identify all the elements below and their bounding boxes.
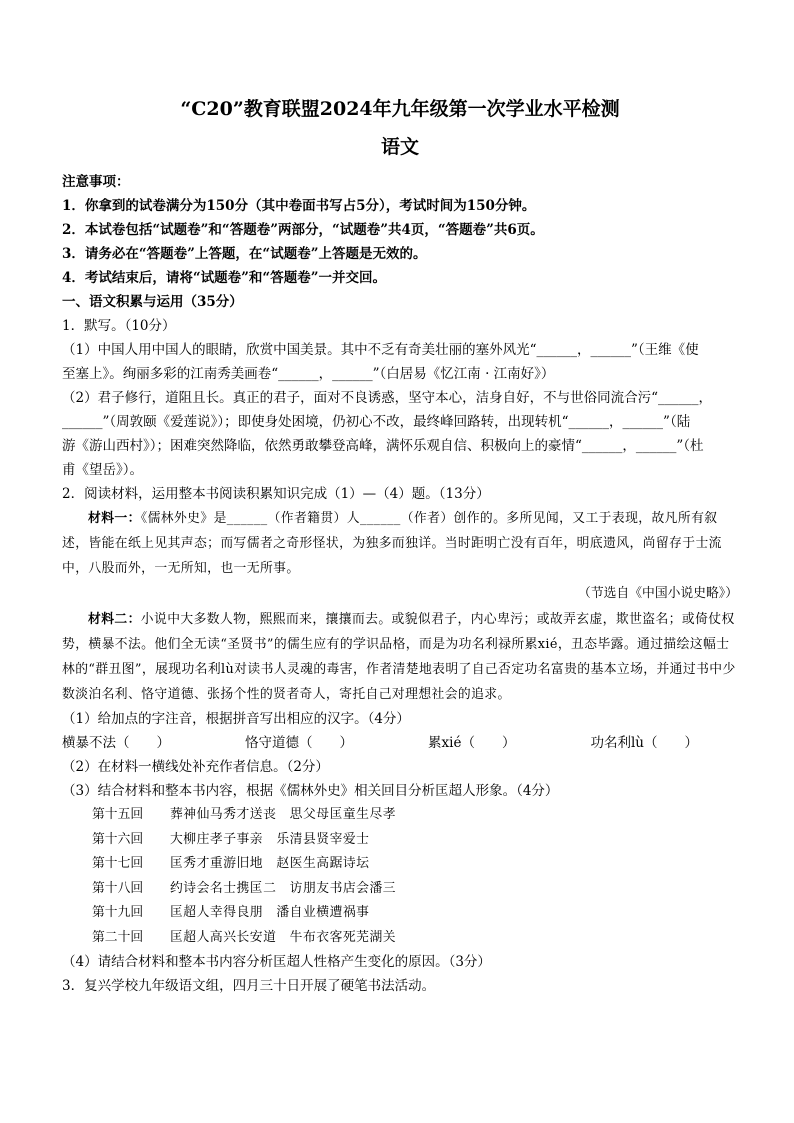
material-1-source: （节选自《中国小说史略》） <box>578 586 738 601</box>
chapter-title: 葬神仙马秀才送丧 思父母匡童生尽孝 <box>170 807 397 822</box>
note-item: 3．请务必在“答题卷”上答题，在“试题卷”上答题是无效的。 <box>62 246 427 262</box>
phonetic-row <box>62 731 738 755</box>
chapter-row <box>92 828 738 853</box>
material-2 <box>62 607 738 707</box>
chapter-row <box>92 803 738 828</box>
phonetic-item: 功名利lù（ ） <box>590 735 698 751</box>
chapter-row <box>92 852 738 877</box>
sub-question-4: （4）请结合材料和整本书内容分析匡超人性格产生变化的原因。（3分） <box>62 954 491 970</box>
chapter-row <box>92 926 738 951</box>
subject-title: 语文 <box>380 136 419 158</box>
chapter-title: 约诗会名士携匡二 访朋友书店会潘三 <box>170 880 397 896</box>
sub-question-2: （2）在材料一横线处补充作者信息。（2分） <box>62 759 329 775</box>
chapter-number: 第十五回 <box>92 807 144 822</box>
phonetic-item: 累xié（ ） <box>428 735 516 751</box>
chapter-title: 匡超人高兴长安道 牛布衣客死芜湖关 <box>170 929 397 945</box>
material-1-label: 材料一： <box>88 511 141 526</box>
chapter-title: 大柳庄孝子事亲 乐清县贤宰爱士 <box>170 831 370 847</box>
chapter-row <box>92 877 738 902</box>
question-stem: 2．阅读材料，运用整本书阅读积累知识完成（1）—（4）题。（13分） <box>62 486 490 502</box>
sub-question-3: （3）结合材料和整本书内容，根据《儒林外史》相关回目分析匡超人形象。（4分） <box>62 783 559 799</box>
question-1 <box>62 314 738 482</box>
question-line: 甫《望岳》）。 <box>62 462 143 478</box>
chapter-number: 第十七回 <box>92 856 144 871</box>
question-line: ______”（周敦颐《爱莲说》）；即使身处困境，仍初心不改，最终峰回路转，出现转机“______，______”（陆 <box>62 414 691 430</box>
chapter-title: 匡超人幸得良朋 潘自业横遭祸事 <box>170 905 370 920</box>
exam-page <box>62 92 738 998</box>
notes-heading: 注意事项： <box>62 174 130 190</box>
material-1-text: 《儒林外史》是______（作者籍贯）人______（作者）创作的。多所见闻，又工于表现，故凡所有叙述，皆能在纸上见其声态；而写儒者之奇形怪状，为独多而独详。当时距明亡没有百年，明底遗风，尚留存于士流中，八股而外，一无所知，也一无所事。 <box>62 511 722 576</box>
chapter-row <box>92 901 738 926</box>
material-2-text: 小说中大多数人物，熙熙而来，攘攘而去。或貌似君子，内心卑污；或故弄玄虚，欺世盗名；或倚仗权势，横暴不法。他们全无读“圣贤书”的儒生应有的学识品格，而是为功名利禄所累xié，丑态毕露。通过描绘这幅士林的“群丑图”，展现功名利lù对读书人灵魂的毒害，作者清楚地表明了自己否定功名富贵的基本立场，并通过书中少数淡泊名利、恪守道德、张扬个性的贤者奇人，寄托自己对理想社会的追求。 <box>62 612 736 702</box>
chapter-number: 第十六回 <box>92 831 144 847</box>
note-item: 4．考试结束后，请将“试题卷”和“答题卷”一并交回。 <box>62 270 386 286</box>
chapter-number: 第二十回 <box>92 929 144 945</box>
material-2-label: 材料二： <box>88 612 141 627</box>
chapter-number: 第十八回 <box>92 880 144 896</box>
note-item: 2．本试卷包括“试题卷”和“答题卷”两部分，“试题卷”共4页，“答题卷”共6页。 <box>62 222 544 238</box>
sub-question-1: （1）给加点的字注音，根据拼音写出相应的汉字。（4分） <box>62 711 410 727</box>
chapter-title: 匡秀才重游旧地 赵医生高踞诗坛 <box>170 856 370 871</box>
question-stem: 1．默写。（10分） <box>62 318 176 334</box>
notes-section <box>62 170 738 290</box>
material-1 <box>62 506 738 581</box>
phonetic-item: 恪守道德（ ） <box>245 735 354 751</box>
question-line: 至塞上》。绚丽多彩的江南秀美画卷“______，______”（白居易《忆江南 · 江南好》） <box>62 366 555 382</box>
question-line: （2）君子修行，道阻且长。真正的君子，面对不良诱惑，坚守本心，洁身自好，不与世俗同流合污“______， <box>62 390 712 406</box>
chapter-number: 第十九回 <box>92 905 144 920</box>
question-line: （1）中国人用中国人的眼睛，欣赏中国美景。其中不乏有奇美壮丽的塞外风光“______，______”（王维《使 <box>62 342 699 358</box>
phonetic-item: 横暴不法（ ） <box>62 735 170 751</box>
question-2 <box>62 482 738 974</box>
question-line: 游《游山西村》）；困难突然降临，依然勇敢攀登高峰，满怀乐观自信、积极向上的豪情“______，______”（杜 <box>62 438 704 454</box>
note-item: 1．你拿到的试卷满分为150分（其中卷面书写占5分），考试时间为150分钟。 <box>62 198 536 214</box>
section-heading: 一、语文积累与运用（35分） <box>62 294 243 310</box>
question-3-stem: 3．复兴学校九年级语文组，四月三十日开展了硬笔书法活动。 <box>62 978 436 994</box>
chapter-list <box>62 803 738 950</box>
exam-title: “C20”教育联盟2024年九年级第一次学业水平检测 <box>180 98 620 120</box>
